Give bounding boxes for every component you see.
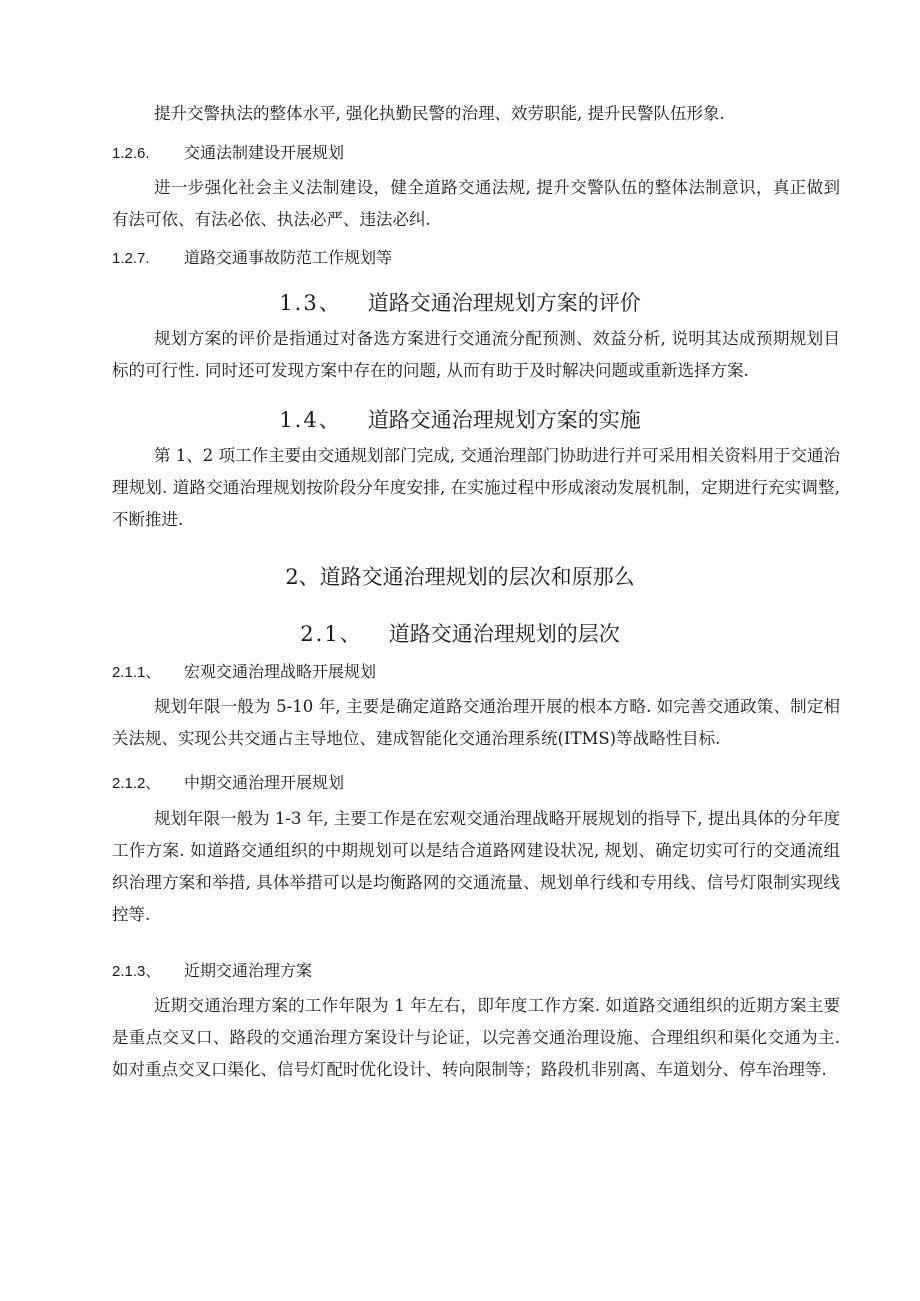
subsection-number: 2.1.2、 [112,775,161,792]
subsection-number: 1.2.6. [112,145,150,162]
paragraph-1-3: 规划方案的评价是指通过对备选方案进行交通流分配预测、效益分析, 说明其达成预期规划目标的可行性. 同时还可发现方案中存在的问题, 从而有助于及时解决问题或重新选择方案. [112,329,840,380]
subsection-2-1-3 [112,959,312,984]
heading-title: 道路交通治理规划的层次 [388,622,620,646]
paragraph-1-4: 第 1、2 项工作主要由交通规划部门完成, 交通治理部门协助进行并可采用相关资料用于交通治理规划. 道路交通治理规划按阶段分年度安排, 在实施过程中形成滚动发展机制，定期进行充实调整, 不断推进. [112,446,840,529]
subsection-1-2-7 [112,246,392,271]
subsection-title: 交通法制建设开展规划 [184,143,345,162]
heading-number: 1.4、 [279,408,342,432]
heading-title: 道路交通治理规划方案的评价 [367,291,641,315]
subsection-title: 中期交通治理开展规划 [184,773,345,792]
heading-number: 1.3、 [279,291,342,315]
paragraph-2-1-1: 规划年限一般为 5-10 年, 主要是确定道路交通治理开展的根本方略. 如完善交通政策、制定相关法规、实现公共交通占主导地位、建成智能化交通治理系统(ITMS)等战略性目标. [112,697,840,748]
heading-1-3 [0,288,920,318]
subsection-2-1-1 [112,660,376,685]
subsection-2-1-2 [112,771,344,796]
subsection-number: 1.2.7. [112,250,150,267]
subsection-1-2-6 [112,141,344,166]
heading-2: 2、道路交通治理规划的层次和原那么 [285,565,635,589]
subsection-number: 2.1.1、 [112,664,161,681]
heading-title: 道路交通治理规划方案的实施 [367,408,641,432]
heading-number: 2.1、 [300,622,363,646]
subsection-title: 宏观交通治理战略开展规划 [184,662,377,681]
paragraph-2-1-3: 近期交通治理方案的工作年限为 1 年左右，即年度工作方案. 如道路交通组织的近期方案主要是重点交叉口、路段的交通治理方案设计与论证，以完善交通治理设施、合理组织和渠化交通为主. 如对重点交叉口渠化、信号灯配时优化设计、转向限制等；路段机非别离、车道划分、停车治理等. [112,996,840,1079]
paragraph-intro: 提升交警执法的整体水平, 强化执勤民警的治理、效劳职能, 提升民警队伍形象. [154,104,725,123]
heading-1-4 [0,405,920,435]
subsection-number: 2.1.3、 [112,963,161,980]
paragraph-1-2-6: 进一步强化社会主义法制建设，健全道路交通法规, 提升交警队伍的整体法制意识，真正做到有法可依、有法必依、执法必严、违法必纠. [112,178,840,229]
paragraph-2-1-2: 规划年限一般为 1-3 年, 主要工作是在宏观交通治理战略开展规划的指导下, 提出具体的分年度工作方案. 如道路交通组织的中期规划可以是结合道路网建设状况, 规划、确定切实可行的交通流组织治理方案和举措, 具体举措可以是均衡路网的交通流量、规划单行线和专用线、信号灯限制实现线控等. [112,809,840,924]
heading-2-1 [0,619,920,649]
subsection-title: 近期交通治理方案 [184,961,313,980]
subsection-title: 道路交通事故防范工作规划等 [184,248,393,267]
